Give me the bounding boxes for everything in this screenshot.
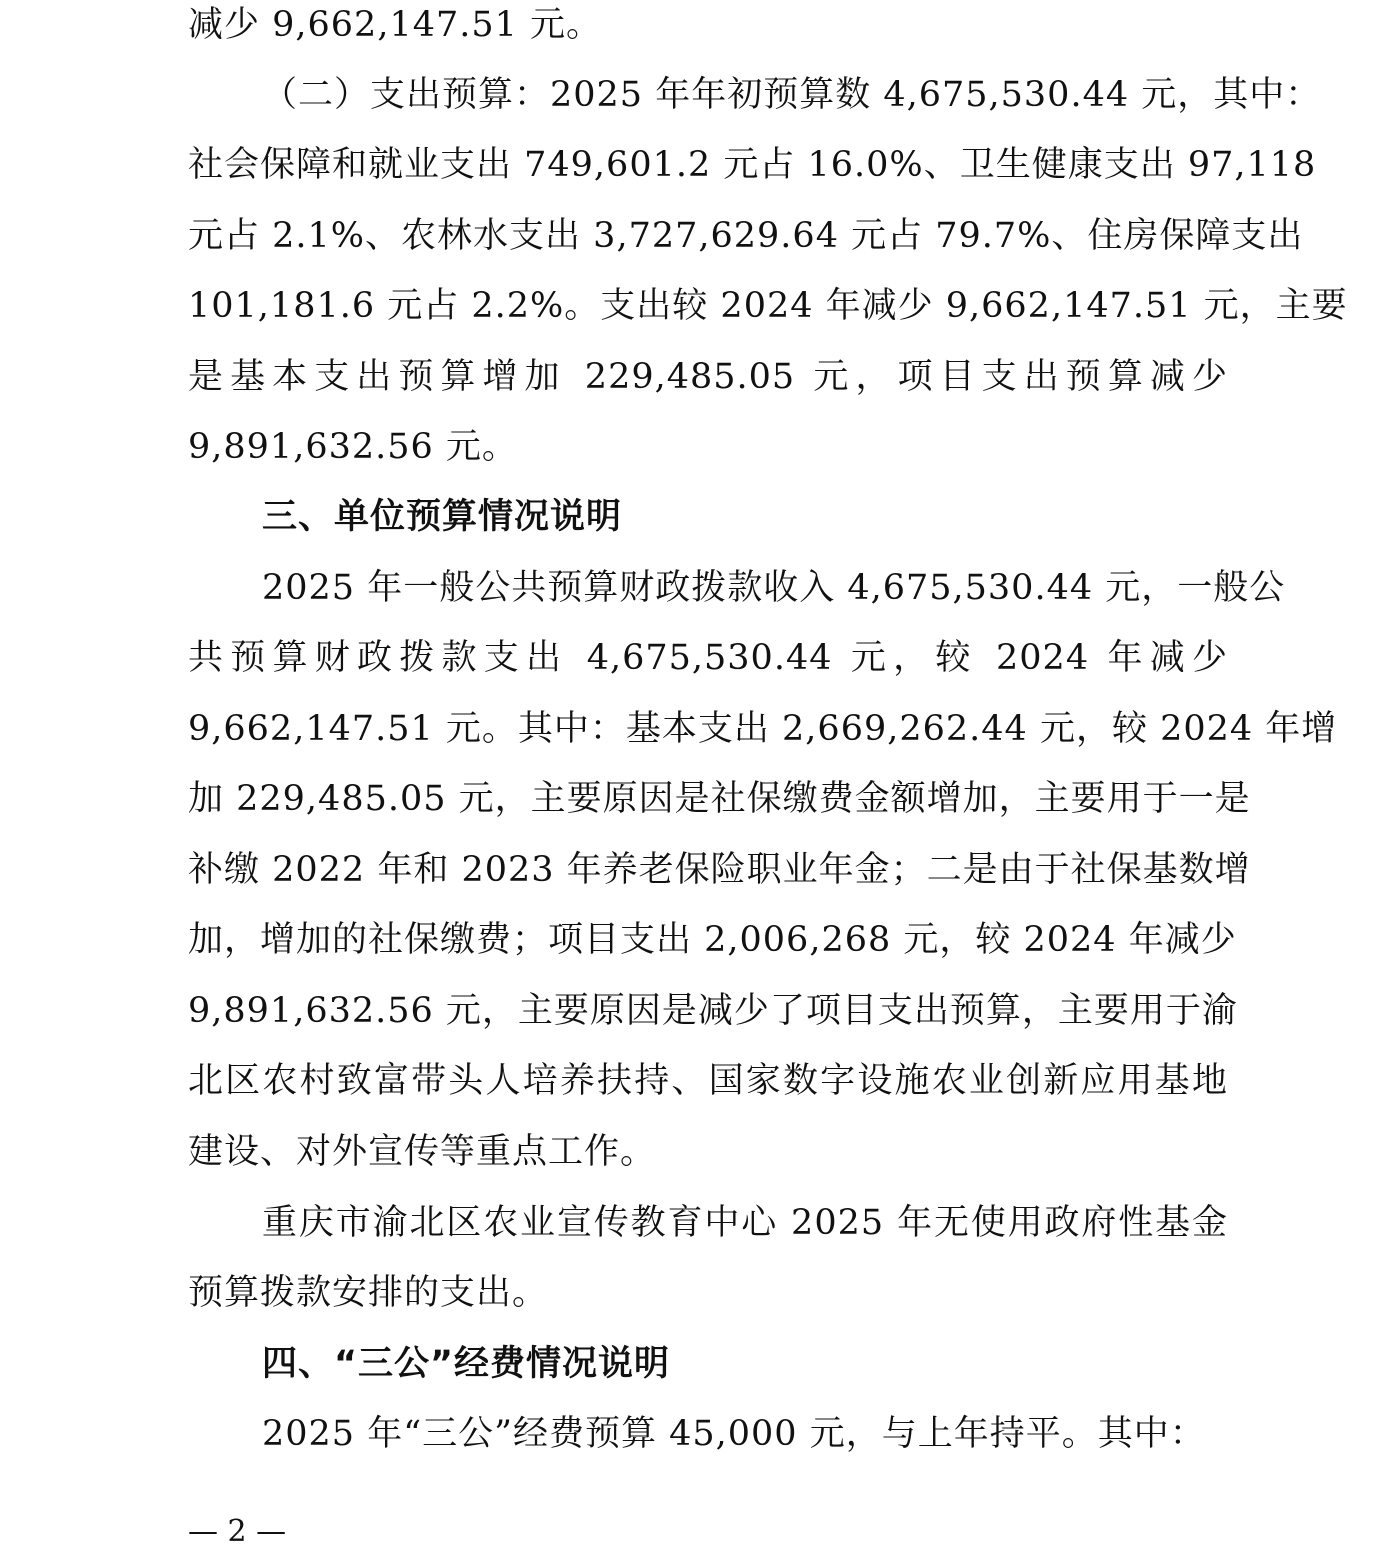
paragraph-line: 补缴 2022 年和 2023 年养老保险职业年金；二是由于社保基数增: [188, 850, 1251, 890]
paragraph-line: 建设、对外宣传等重点工作。: [188, 1132, 657, 1172]
paragraph-line: 9,891,632.56 元，主要原因是减少了项目支出预算，主要用于渝: [188, 991, 1238, 1031]
paragraph-line: 重庆市渝北区农业宣传教育中心 2025 年无使用政府性基金: [262, 1203, 1228, 1243]
paragraph-line: 101,181.6 元占 2.2%。支出较 2024 年减少 9,662,147.51 元，主要: [188, 286, 1348, 326]
paragraph-line: 社会保障和就业支出 749,601.2 元占 16.0%、卫生健康支出 97,118: [188, 145, 1317, 185]
paragraph-line: 加 229,485.05 元，主要原因是社保缴费金额增加，主要用于一是: [188, 779, 1251, 819]
paragraph-line: 是基本支出预算增加 229,485.05 元，项目支出预算减少: [188, 357, 1228, 397]
paragraph-line: 9,891,632.56 元。: [188, 427, 518, 467]
paragraph-line: 北区农村致富带头人培养扶持、国家数字设施农业创新应用基地: [188, 1061, 1228, 1101]
paragraph-line: 2025 年一般公共预算财政拨款收入 4,675,530.44 元，一般公: [262, 568, 1286, 608]
page-number: — 2 —: [188, 1514, 287, 1549]
paragraph-line: 预算拨款安排的支出。: [188, 1273, 549, 1313]
section-heading: 四、“三公”经费情况说明: [262, 1344, 671, 1384]
paragraph-line: 元占 2.1%、农林水支出 3,727,629.64 元占 79.7%、住房保障支出: [188, 216, 1304, 256]
paragraph-line: 加，增加的社保缴费；项目支出 2,006,268 元，较 2024 年减少: [188, 920, 1237, 960]
paragraph-line: 共预算财政拨款支出 4,675,530.44 元，较 2024 年减少: [188, 638, 1228, 678]
paragraph-line: 减少 9,662,147.51 元。: [188, 5, 603, 45]
section-heading: 三、单位预算情况说明: [262, 497, 623, 537]
paragraph-line: 9,662,147.51 元。其中：基本支出 2,669,262.44 元，较 2024 年增: [188, 709, 1338, 749]
paragraph-line: （二）支出预算：2025 年年初预算数 4,675,530.44 元，其中：: [262, 75, 1322, 115]
paragraph-line: 2025 年“三公”经费预算 45,000 元，与上年持平。其中：: [262, 1414, 1206, 1454]
